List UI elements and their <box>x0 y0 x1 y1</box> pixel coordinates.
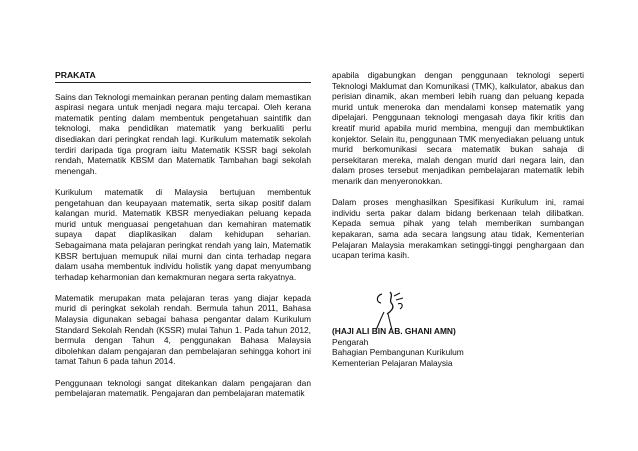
handwritten-signature <box>354 290 424 330</box>
paragraph: Penggunaan teknologi sangat ditekankan dalam pengajaran dan pembelajaran matematik. Pengajaran dan pembelajaran matematik <box>55 377 311 399</box>
paragraph: Sains dan Teknologi memainkan peranan penting dalam memastikan aspirasi negara untuk menjadi negara maju tercapai. Oleh kerana matematik penting dalam membentuk pengetahuan saintifik dan teknologi, maka pendidikan matematik yang berkualiti perlu disediakan dari peringkat rendah lagi. Kurikulum matematik sekolah terdiri daripada tiga program iaitu Matematik KSSR bagi sekolah rendah, Matematik KBSM dan Matematik Tambahan bagi sekolah menengah. <box>55 91 311 176</box>
signatory-details <box>332 326 464 368</box>
paragraph: Matematik merupakan mata pelajaran teras yang diajar kepada murid di peringkat sekolah rendah. Bermula tahun 2011, Bahasa Malaysia digunakan sebagai bahasa pengantar dalam Kurikulum Standard Sekolah Rendah (KSSR) mulai Tahun 1. Pada tahun 2012, bermula dengan Tahun 4, penggunakan Bahasa Malaysia dibolehkan dalam pengajaran dan pembelajaran sehingga kohort ini tamat Tahun 6 pada tahun 2014. <box>55 292 311 367</box>
left-column <box>55 70 311 409</box>
signature-block <box>332 290 584 368</box>
paragraph: apabila digabungkan dengan penggunaan teknologi seperti Teknologi Maklumat dan Komunikasi (TMK), kalkulator, abakus dan perisian dinamik, akan memberi lebih ruang dan peluang kepada murid untuk meneroka dan mendalami konsep matematik yang dipelajari. Penggunaan teknologi mengasah daya fikir kritis dan kreatif murid apabila murid membina, menguji dan membuktikan konjektor. Selain itu, penggunaan TMK menyediakan peluang untuk murid berkomunikasi secara matematik bukan sahaja di persekitaran mereka, malah dengan murid dari negara lain, dan dalam proses tersebut menjadikan pembelajaran matematik lebih menarik dan menyeronokkan. <box>332 70 584 186</box>
page-heading: PRAKATA <box>55 70 311 83</box>
signatory-division: Bahagian Pembangunan Kurikulum <box>332 347 464 358</box>
signatory-ministry: Kementerian Pelajaran Malaysia <box>332 357 453 368</box>
paragraph: Kurikulum matematik di Malaysia bertujuan membentuk pengetahuan dan keupayaan matematik, serta sikap positif dalam kalangan murid. Matematik KBSR menyediakan peluang kepada murid untuk menguasai pengetahuan dan kemahiran matematik supaya dapat diaplikasikan dalam kehidupan seharian. Sebagaimana mata pelajaran peringkat rendah yang lain, Matematik KBSR bertujuan memupuk nilai murni dan cinta terhadap negara dalam usaha membentuk individu holistik yang dapat menyumbang terhadap keharmonian dan kemakmuran negara serta rakyatnya. <box>55 186 311 282</box>
signatory-name: (HAJI ALI BIN AB. GHANI AMN) <box>332 326 456 336</box>
paragraph: Dalam proses menghasilkan Spesifikasi Kurikulum ini, ramai individu serta pakar dalam bidang berkenaan telah dilibatkan. Kepada semua pihak yang telah memberikan sumbangan kepakaran, sama ada secara langsung atau tidak, Kementerian Pelajaran Malaysia merakamkan setinggi-tinggi penghargaan dan ucapan terima kasih. <box>332 197 584 261</box>
signatory-title: Pengarah <box>332 336 369 347</box>
right-column <box>332 70 584 271</box>
